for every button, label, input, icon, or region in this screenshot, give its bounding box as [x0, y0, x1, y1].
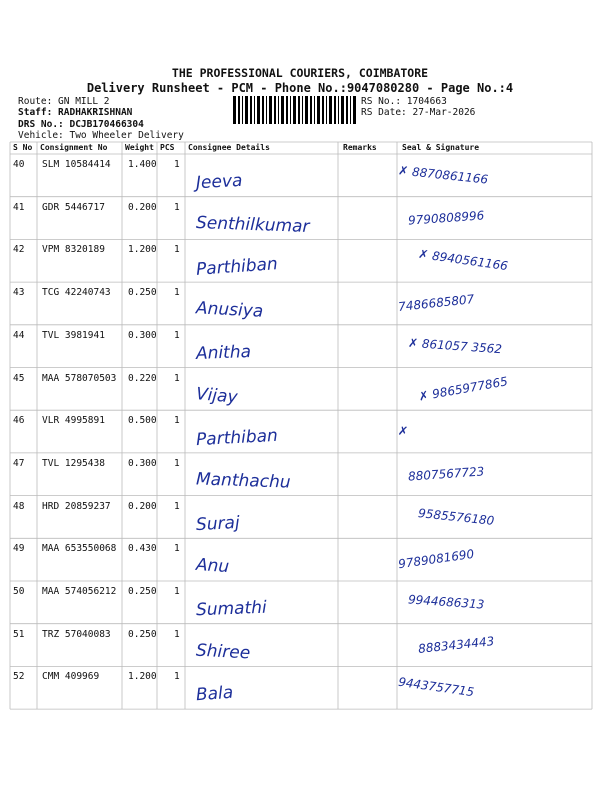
- row-sno: 43: [13, 287, 25, 299]
- row-consignee-handwritten: Jeeva: [195, 170, 243, 194]
- row-consignment-no: GDR 5446717: [42, 201, 105, 213]
- row-pcs: 1: [174, 415, 180, 427]
- row-consignment-no: CMM 409969: [42, 671, 100, 683]
- row-signature: 9944686313: [407, 592, 485, 612]
- row-signature: 8883434443: [417, 633, 495, 656]
- row-consignee-handwritten: Senthilkumar: [195, 212, 310, 237]
- row-consignee-handwritten: Anusiya: [195, 298, 264, 322]
- row-sno: 52: [13, 671, 25, 683]
- row-signature: 9443757715: [397, 675, 475, 700]
- row-consignee-handwritten: Anitha: [195, 341, 252, 364]
- col-weight: Weight: [125, 143, 154, 152]
- staff-label: Staff: RADHAKRISHNAN: [18, 107, 133, 118]
- row-sno: 42: [13, 244, 25, 256]
- row-signature: ✗: [397, 423, 409, 439]
- row-consignment-no: TVL 3981941: [42, 329, 105, 341]
- row-pcs: 1: [174, 500, 180, 512]
- row-consignment-no: TRZ 57040083: [42, 628, 111, 640]
- row-sno: 45: [13, 372, 25, 384]
- row-weight: 1.400: [128, 159, 157, 170]
- row-signature: 8807567723: [407, 464, 485, 484]
- rs-date: RS Date: 27-Mar-2026: [361, 107, 476, 118]
- row-consignee-handwritten: Suraj: [195, 512, 241, 535]
- col-remarks: Remarks: [343, 143, 377, 152]
- row-weight: 0.250: [128, 628, 157, 640]
- row-weight: 0.250: [128, 586, 157, 597]
- row-weight: 0.220: [128, 372, 157, 384]
- row-pcs: 1: [174, 287, 180, 299]
- row-pcs: 1: [174, 543, 180, 555]
- row-weight: 0.300: [128, 329, 157, 341]
- row-weight: 0.430: [128, 543, 157, 555]
- col-seal: Seal & Signature: [402, 143, 480, 152]
- row-consignee-handwritten: Parthiban: [195, 254, 279, 281]
- row-pcs: 1: [174, 372, 180, 384]
- row-consignment-no: VPM 8320189: [42, 244, 105, 256]
- rs-number: RS No.: 1704663: [361, 96, 447, 107]
- drs-label: DRS No.: DCJB170466304: [18, 119, 144, 130]
- row-consignment-no: HRD 20859237: [42, 500, 111, 512]
- row-weight: 1.200: [128, 244, 157, 256]
- row-consignment-no: SLM 10584414: [42, 159, 111, 170]
- row-consignee-handwritten: Vijay: [195, 383, 239, 408]
- row-sno: 48: [13, 500, 25, 512]
- row-weight: 0.200: [128, 500, 157, 512]
- row-sno: 40: [13, 159, 25, 170]
- row-pcs: 1: [174, 586, 180, 597]
- row-signature: ✗ 8940561166: [417, 247, 509, 274]
- row-consignment-no: MAA 653550068: [42, 543, 117, 555]
- row-signature: 9790808996: [407, 208, 485, 228]
- vehicle-label: Vehicle: Two Wheeler Delivery: [18, 130, 184, 141]
- row-sno: 51: [13, 628, 25, 640]
- runsheet-subtitle: Delivery Runsheet - PCM - Phone No.:9047080280 - Page No.:4: [86, 81, 514, 95]
- row-consignment-no: MAA 578070503: [42, 372, 117, 384]
- row-sno: 47: [13, 457, 25, 469]
- row-consignee-handwritten: Parthiban: [195, 426, 279, 451]
- route-label: Route: GN MILL 2: [18, 96, 110, 107]
- row-signature: 9585576180: [417, 505, 495, 528]
- row-consignment-no: TCG 42240743: [42, 287, 111, 299]
- row-consignee-handwritten: Bala: [195, 683, 234, 706]
- row-weight: 0.250: [128, 287, 157, 299]
- row-sno: 46: [13, 415, 25, 427]
- row-weight: 0.300: [128, 457, 157, 469]
- row-pcs: 1: [174, 671, 180, 683]
- row-weight: 0.500: [128, 415, 157, 427]
- row-consignment-no: VLR 4995891: [42, 415, 105, 427]
- col-consignment: Consignment No: [40, 143, 108, 152]
- row-sno: 41: [13, 201, 25, 213]
- col-consignee: Consignee Details: [188, 143, 270, 152]
- row-pcs: 1: [174, 628, 180, 640]
- row-consignee-handwritten: Manthachu: [195, 469, 291, 493]
- col-pcs: PCS: [160, 143, 175, 152]
- row-sno: 50: [13, 586, 25, 597]
- row-consignment-no: MAA 574056212: [42, 586, 117, 597]
- company-title: THE PROFESSIONAL COURIERS, COIMBATORE: [171, 66, 429, 80]
- row-sno: 44: [13, 329, 25, 341]
- row-pcs: 1: [174, 457, 180, 469]
- row-signature: 7486685807: [397, 292, 475, 315]
- row-consignee-handwritten: Sumathi: [195, 597, 268, 621]
- col-sno: S No: [13, 143, 33, 152]
- row-sno: 49: [13, 543, 25, 555]
- row-weight: 1.200: [128, 671, 157, 683]
- row-pcs: 1: [174, 201, 180, 213]
- row-consignment-no: TVL 1295438: [42, 457, 105, 469]
- row-consignee-handwritten: Shiree: [195, 640, 251, 664]
- row-signature: ✗ 9865977865: [417, 373, 509, 404]
- row-pcs: 1: [174, 329, 180, 341]
- row-consignee-handwritten: Anu: [195, 555, 230, 578]
- row-pcs: 1: [174, 159, 180, 170]
- row-weight: 0.200: [128, 201, 157, 213]
- row-signature: 9789081690: [397, 547, 475, 572]
- row-pcs: 1: [174, 244, 180, 256]
- row-signature: ✗ 8870861166: [397, 163, 489, 187]
- row-signature: ✗ 861057 3562: [407, 335, 503, 357]
